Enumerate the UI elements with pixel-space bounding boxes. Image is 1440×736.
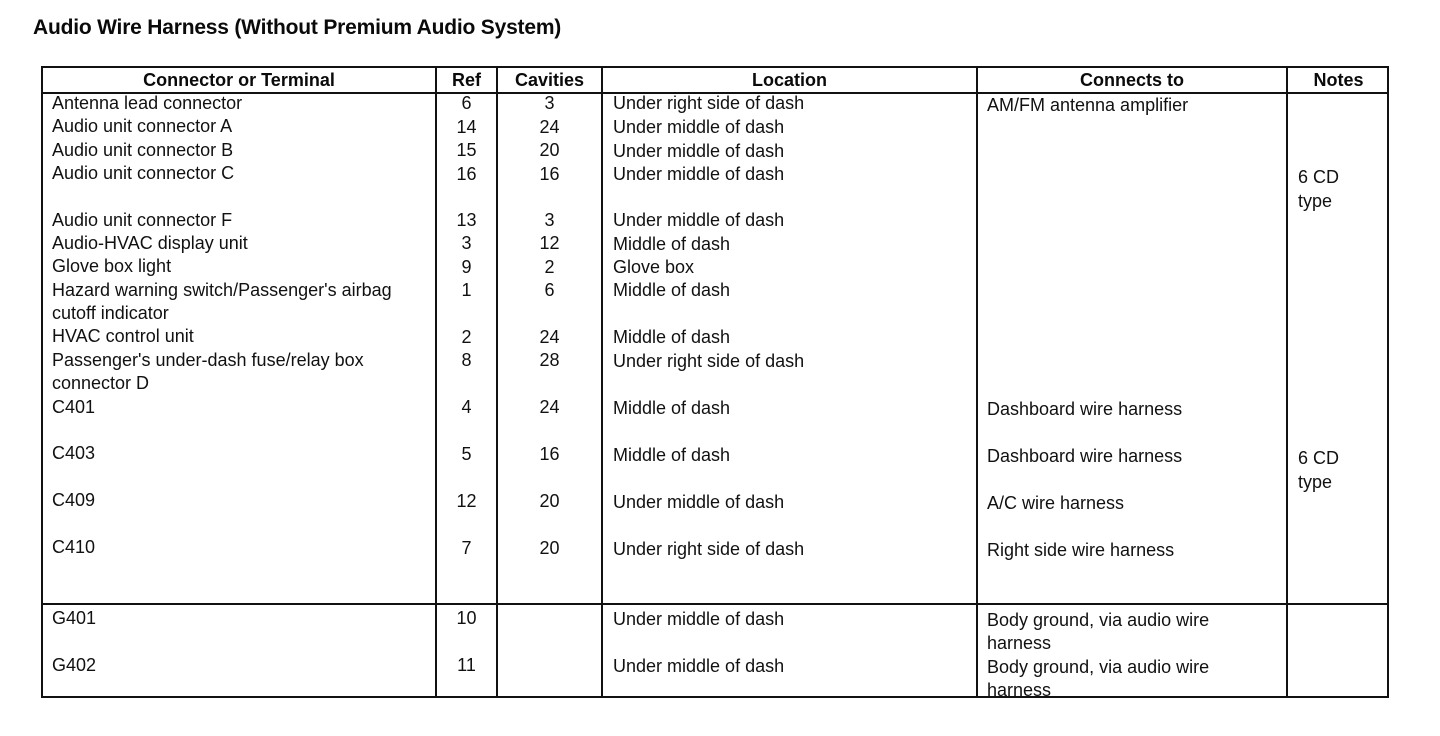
cell-connects-to: Right side wire harness: [987, 540, 1175, 560]
cell-ref: 8: [461, 350, 472, 370]
cell-ref: 4: [461, 397, 472, 417]
cell-location: Under middle of dash: [613, 210, 785, 230]
page-title: Audio Wire Harness (Without Premium Audio System): [33, 16, 562, 39]
cell-connector: Hazard warning switch/Passenger's airbag cutoff indicator: [52, 280, 392, 323]
cell-connector: HVAC control unit: [52, 326, 194, 346]
cell-notes: 6 CD type: [1298, 448, 1340, 492]
cell-cavities: 3: [544, 210, 555, 230]
cell-cavities: 12: [539, 233, 560, 253]
cell-cavities: 20: [539, 538, 560, 558]
cell-ref: 15: [456, 140, 477, 160]
cell-ref: 10: [456, 608, 477, 628]
cell-ref: 5: [461, 444, 472, 464]
cell-location: Middle of dash: [613, 234, 731, 254]
cell-location: Under middle of dash: [613, 609, 785, 629]
cell-location: Glove box: [613, 257, 695, 277]
cell-connector: Audio-HVAC display unit: [52, 233, 248, 253]
cell-cavities: 28: [539, 350, 560, 370]
cell-ref: 11: [457, 655, 476, 675]
cell-ref: 6: [461, 93, 472, 113]
cell-connects-to: A/C wire harness: [987, 493, 1125, 513]
header-connects-to: Connects to: [1079, 70, 1184, 90]
cell-location: Under right side of dash: [613, 93, 805, 113]
cell-connector: Audio unit connector A: [52, 116, 233, 136]
cell-connector: G402: [52, 655, 97, 675]
header-notes: Notes: [1313, 70, 1364, 90]
cell-location: Under middle of dash: [613, 141, 785, 161]
cell-ref: 16: [456, 164, 477, 184]
cell-connector: C410: [52, 537, 96, 557]
cell-connects-to: Body ground, via audio wire harness: [987, 610, 1210, 653]
header-cavities: Cavities: [514, 70, 585, 90]
cell-connector: Glove box light: [52, 256, 172, 276]
cell-cavities: 6: [544, 280, 555, 300]
ground-section-divider: [41, 603, 1389, 605]
cell-ref: 12: [456, 491, 477, 511]
cell-connector: Audio unit connector B: [52, 140, 234, 160]
cell-ref: 2: [461, 327, 472, 347]
cell-cavities: 24: [539, 397, 560, 417]
cell-cavities: 16: [539, 164, 560, 184]
cell-cavities: 24: [539, 117, 560, 137]
cell-cavities: 2: [544, 257, 555, 277]
cell-location: Middle of dash: [613, 280, 731, 300]
cell-connects-to: Dashboard wire harness: [987, 399, 1183, 419]
cell-connector: C409: [52, 490, 96, 510]
cell-connector: C401: [52, 397, 96, 417]
cell-connects-to: Dashboard wire harness: [987, 446, 1183, 466]
header-connector: Connector or Terminal: [143, 70, 335, 90]
cell-ref: 13: [456, 210, 477, 230]
cell-connector: Passenger's under-dash fuse/relay box connector D: [52, 350, 364, 393]
cell-ref: 9: [461, 257, 472, 277]
cell-cavities: 20: [539, 491, 560, 511]
header-ref: Ref: [451, 70, 481, 90]
cell-connector: G401: [52, 608, 97, 628]
cell-connector: Antenna lead connector: [52, 93, 243, 113]
cell-location: Under middle of dash: [613, 656, 785, 676]
cell-location: Middle of dash: [613, 398, 731, 418]
cell-ref: 3: [461, 233, 472, 253]
cell-cavities: 3: [544, 93, 555, 113]
cell-location: Middle of dash: [613, 445, 731, 465]
cell-cavities: 24: [539, 327, 560, 347]
cell-connector: Audio unit connector F: [52, 210, 233, 230]
cell-connector: C403: [52, 443, 96, 463]
cell-notes: 6 CD type: [1298, 167, 1340, 211]
cell-location: Under middle of dash: [613, 164, 785, 184]
cell-connector: Audio unit connector C: [52, 163, 235, 183]
cell-ref: 7: [461, 538, 472, 558]
cell-location: Under right side of dash: [613, 539, 805, 559]
cell-connects-to: Body ground, via audio wire harness: [987, 657, 1210, 700]
cell-connects-to: AM/FM antenna amplifier: [987, 95, 1189, 115]
header-location: Location: [752, 70, 827, 90]
cell-location: Middle of dash: [613, 327, 731, 347]
cell-location: Under middle of dash: [613, 492, 785, 512]
cell-location: Under middle of dash: [613, 117, 785, 137]
cell-ref: 14: [456, 117, 477, 137]
cell-location: Under right side of dash: [613, 351, 805, 371]
cell-cavities: 20: [539, 140, 560, 160]
cell-ref: 1: [461, 280, 472, 300]
cell-cavities: 16: [539, 444, 560, 464]
